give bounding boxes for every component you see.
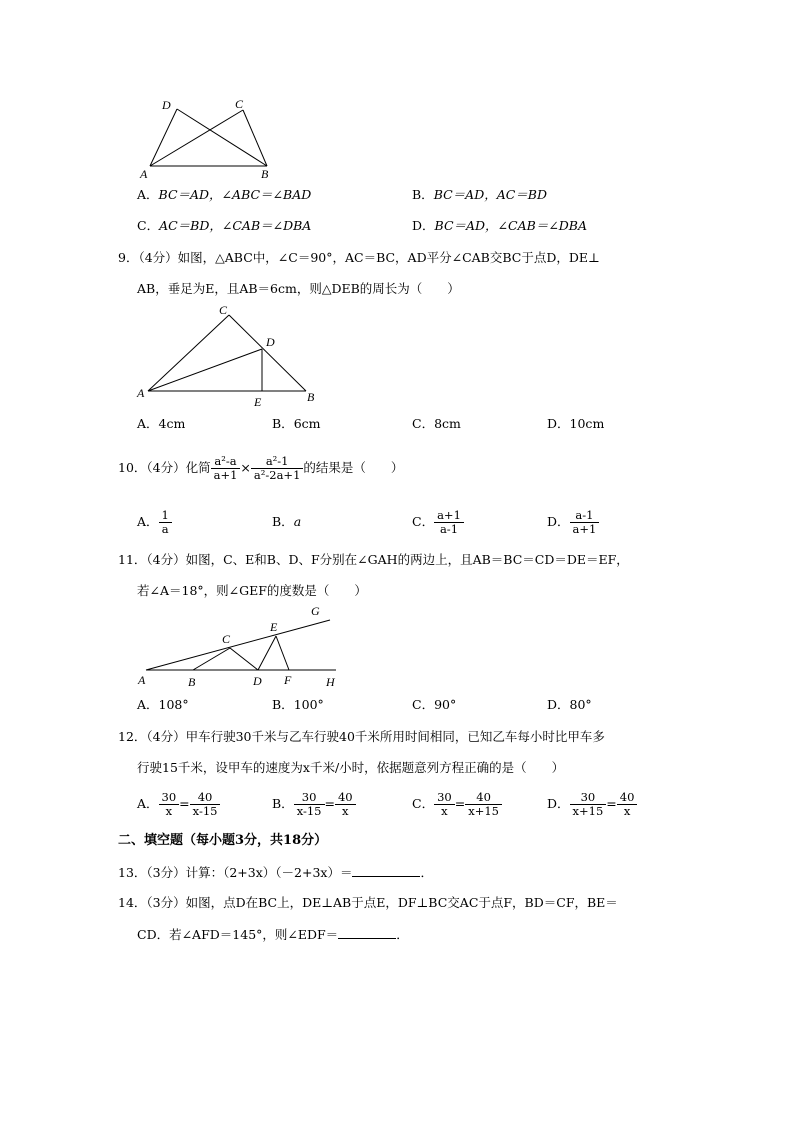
q8-label-a: A: [140, 167, 148, 181]
option-text: a: [293, 514, 302, 529]
q8-figure: [140, 96, 280, 182]
option-letter: C．: [412, 514, 435, 529]
q10-option-a[interactable]: [137, 506, 172, 538]
q13-text: 13．（3分）计算：（2+3x）（－2+3x）＝: [118, 865, 353, 880]
fraction-denominator: x: [342, 804, 349, 818]
q11-stem-line1: 11．（4分）如图，C、E和B、D、F分别在∠GAH的两边上，且AB＝BC＝CD＝DE＝EF，: [118, 552, 629, 567]
q11-label-h: H: [326, 675, 335, 689]
q8-option-d[interactable]: [412, 218, 587, 234]
option-text: BC＝AD，AC＝BD: [433, 187, 548, 202]
fraction-denominator: x+15: [468, 804, 499, 818]
q13-stem: [118, 864, 433, 881]
q10-option-c[interactable]: [412, 506, 464, 538]
option-letter: D．: [547, 514, 570, 529]
q11-option-c[interactable]: [412, 697, 456, 713]
q9-label-a: A: [137, 386, 145, 400]
option-text: 8cm: [434, 416, 461, 431]
q11-option-b[interactable]: [272, 697, 324, 713]
q11-label-f: F: [284, 673, 292, 687]
q9-option-b[interactable]: [272, 416, 321, 432]
option-letter: C．: [137, 218, 160, 233]
fraction-numerator: 40: [190, 791, 221, 805]
q10-fraction-1: [211, 455, 241, 482]
option-letter: B．: [272, 697, 294, 712]
q8-label-d: D: [162, 98, 171, 112]
q14-stem-line1: 14．（3分）如图，点D在BC上，DE⊥AB于点E，DF⊥BC交AC于点F，BD＝CF，BE＝: [118, 895, 618, 910]
q9-option-d[interactable]: [547, 416, 604, 432]
fraction-numerator: a²-a: [211, 455, 241, 469]
q12-option-d[interactable]: [547, 788, 637, 820]
q9-label-b: B: [307, 390, 315, 404]
option-right-fraction: [190, 791, 221, 818]
option-letter: B．: [412, 187, 434, 202]
option-left-fraction: [434, 791, 455, 818]
fraction-denominator: a: [161, 522, 169, 536]
q9-stem-line2: AB，垂足为E，且AB＝6cm，则△DEB的周长为（ ）: [137, 281, 460, 296]
q9-label-e: E: [254, 395, 262, 409]
q9-option-a[interactable]: [137, 416, 185, 432]
fraction-denominator: a+1: [572, 522, 597, 536]
option-fraction: [570, 509, 600, 536]
q10-fraction-2: [251, 455, 303, 482]
option-letter: A．: [137, 187, 159, 202]
q11-label-g: G: [311, 604, 320, 618]
option-fraction: [434, 509, 464, 536]
q8-label-c: C: [235, 97, 244, 111]
q8-label-b: B: [261, 167, 269, 181]
fraction-numerator: a²-1: [251, 455, 303, 469]
fraction-denominator: a+1: [213, 468, 238, 482]
q11-option-a[interactable]: [137, 697, 189, 713]
q14-end: ．: [396, 927, 409, 942]
fraction-numerator: 30: [294, 791, 325, 805]
option-letter: D．: [412, 218, 435, 233]
equals-sign: =: [606, 796, 617, 811]
q12-stem-line1: 12．（4分）甲车行驶30千米与乙车行驶40千米所用时间相同，已知乙车每小时比甲车多: [118, 729, 605, 744]
fraction-numerator: a+1: [434, 509, 464, 523]
equals-sign: =: [454, 796, 466, 811]
fraction-denominator: x+15: [572, 804, 604, 818]
q12-stem-line2: 行驶15千米，设甲车的速度为x千米/小时，依据题意列方程正确的是（ ）: [137, 760, 565, 775]
fraction-numerator: 30: [570, 791, 607, 805]
q11-label-d: D: [253, 674, 262, 688]
option-text: 6cm: [293, 416, 321, 431]
q11-label-b: B: [188, 675, 196, 689]
option-fraction: [159, 509, 172, 536]
fraction-numerator: 1: [159, 509, 172, 523]
q9-figure: [136, 302, 326, 408]
option-text: 10cm: [569, 416, 605, 431]
q11-stem-line2: 若∠A＝18°，则∠GEF的度数是（ ）: [137, 583, 367, 598]
option-letter: D．: [547, 796, 570, 811]
q9-label-d: D: [266, 335, 275, 349]
q11-label-e: E: [270, 620, 278, 634]
q10-option-b[interactable]: [272, 506, 301, 538]
section-heading-fill-in: 二、填空题（每小题3分，共18分）: [118, 833, 328, 848]
option-letter: C．: [412, 416, 435, 431]
fraction-numerator: 30: [159, 791, 180, 805]
fraction-numerator: 40: [465, 791, 502, 805]
option-text: 80°: [569, 697, 592, 712]
option-left-fraction: [294, 791, 325, 818]
option-letter: B．: [272, 514, 294, 529]
q8-option-b[interactable]: [412, 187, 547, 203]
equals-sign: =: [179, 796, 190, 811]
option-letter: B．: [272, 796, 294, 811]
option-letter: A．: [137, 796, 159, 811]
q10-stem: [118, 449, 403, 487]
q8-option-a[interactable]: [137, 187, 311, 203]
q12-option-a[interactable]: [137, 788, 220, 820]
option-right-fraction: [465, 791, 502, 818]
q11-option-d[interactable]: [547, 697, 592, 713]
option-letter: C．: [412, 697, 435, 712]
option-letter: D．: [547, 416, 570, 431]
fraction-numerator: a-1: [570, 509, 600, 523]
option-letter: A．: [137, 514, 159, 529]
q11-label-a: A: [138, 673, 146, 687]
q9-option-c[interactable]: [412, 416, 461, 432]
q14-answer-blank[interactable]: [338, 926, 396, 939]
q10-option-d[interactable]: [547, 506, 599, 538]
option-letter: A．: [137, 697, 159, 712]
option-right-fraction: [335, 791, 356, 818]
option-text: 90°: [434, 697, 457, 712]
option-text: AC＝BD，∠CAB＝∠DBA: [159, 218, 312, 233]
fraction-denominator: x: [623, 804, 631, 818]
q12-option-b[interactable]: [272, 788, 356, 820]
q8-option-c[interactable]: [137, 218, 311, 234]
times-sign: ×: [240, 460, 251, 475]
q9-stem-line1: 9．（4分）如图，△ABC中，∠C＝90°，AC＝BC，AD平分∠CAB交BC于点D，DE⊥: [118, 250, 600, 265]
option-text: BC＝AD，∠CAB＝∠DBA: [434, 218, 588, 233]
option-letter: A．: [137, 416, 159, 431]
fraction-denominator: x-15: [192, 804, 218, 818]
option-text: BC＝AD，∠ABC＝∠BAD: [158, 187, 312, 202]
fraction-denominator: x-15: [296, 804, 322, 818]
fraction-numerator: 40: [617, 791, 638, 805]
option-letter: D．: [547, 697, 570, 712]
option-left-fraction: [159, 791, 180, 818]
q11-label-c: C: [222, 632, 231, 646]
option-right-fraction: [617, 791, 638, 818]
fraction-denominator: x: [165, 804, 173, 818]
q10-prefix: 10．（4分）化简: [118, 460, 211, 475]
q12-option-c[interactable]: [412, 788, 502, 820]
option-letter: C．: [412, 796, 435, 811]
equals-sign: =: [324, 796, 335, 811]
fraction-denominator: x: [441, 804, 448, 818]
q10-suffix: 的结果是（ ）: [303, 460, 404, 475]
q14-text: CD．若∠AFD＝145°，则∠EDF＝: [137, 927, 339, 942]
option-letter: B．: [272, 416, 294, 431]
q14-stem-line2: [137, 926, 409, 943]
option-text: 108°: [158, 697, 189, 712]
q9-label-c: C: [219, 303, 228, 317]
option-text: 100°: [293, 697, 324, 712]
q13-answer-blank[interactable]: [352, 864, 420, 877]
fraction-numerator: 40: [335, 791, 356, 805]
fraction-denominator: a²-2a+1: [253, 468, 301, 482]
fraction-denominator: a-1: [439, 522, 459, 536]
fraction-numerator: 30: [434, 791, 455, 805]
option-left-fraction: [570, 791, 607, 818]
q11-figure: [136, 603, 346, 691]
option-text: 4cm: [158, 416, 186, 431]
q13-end: ．: [420, 865, 433, 880]
